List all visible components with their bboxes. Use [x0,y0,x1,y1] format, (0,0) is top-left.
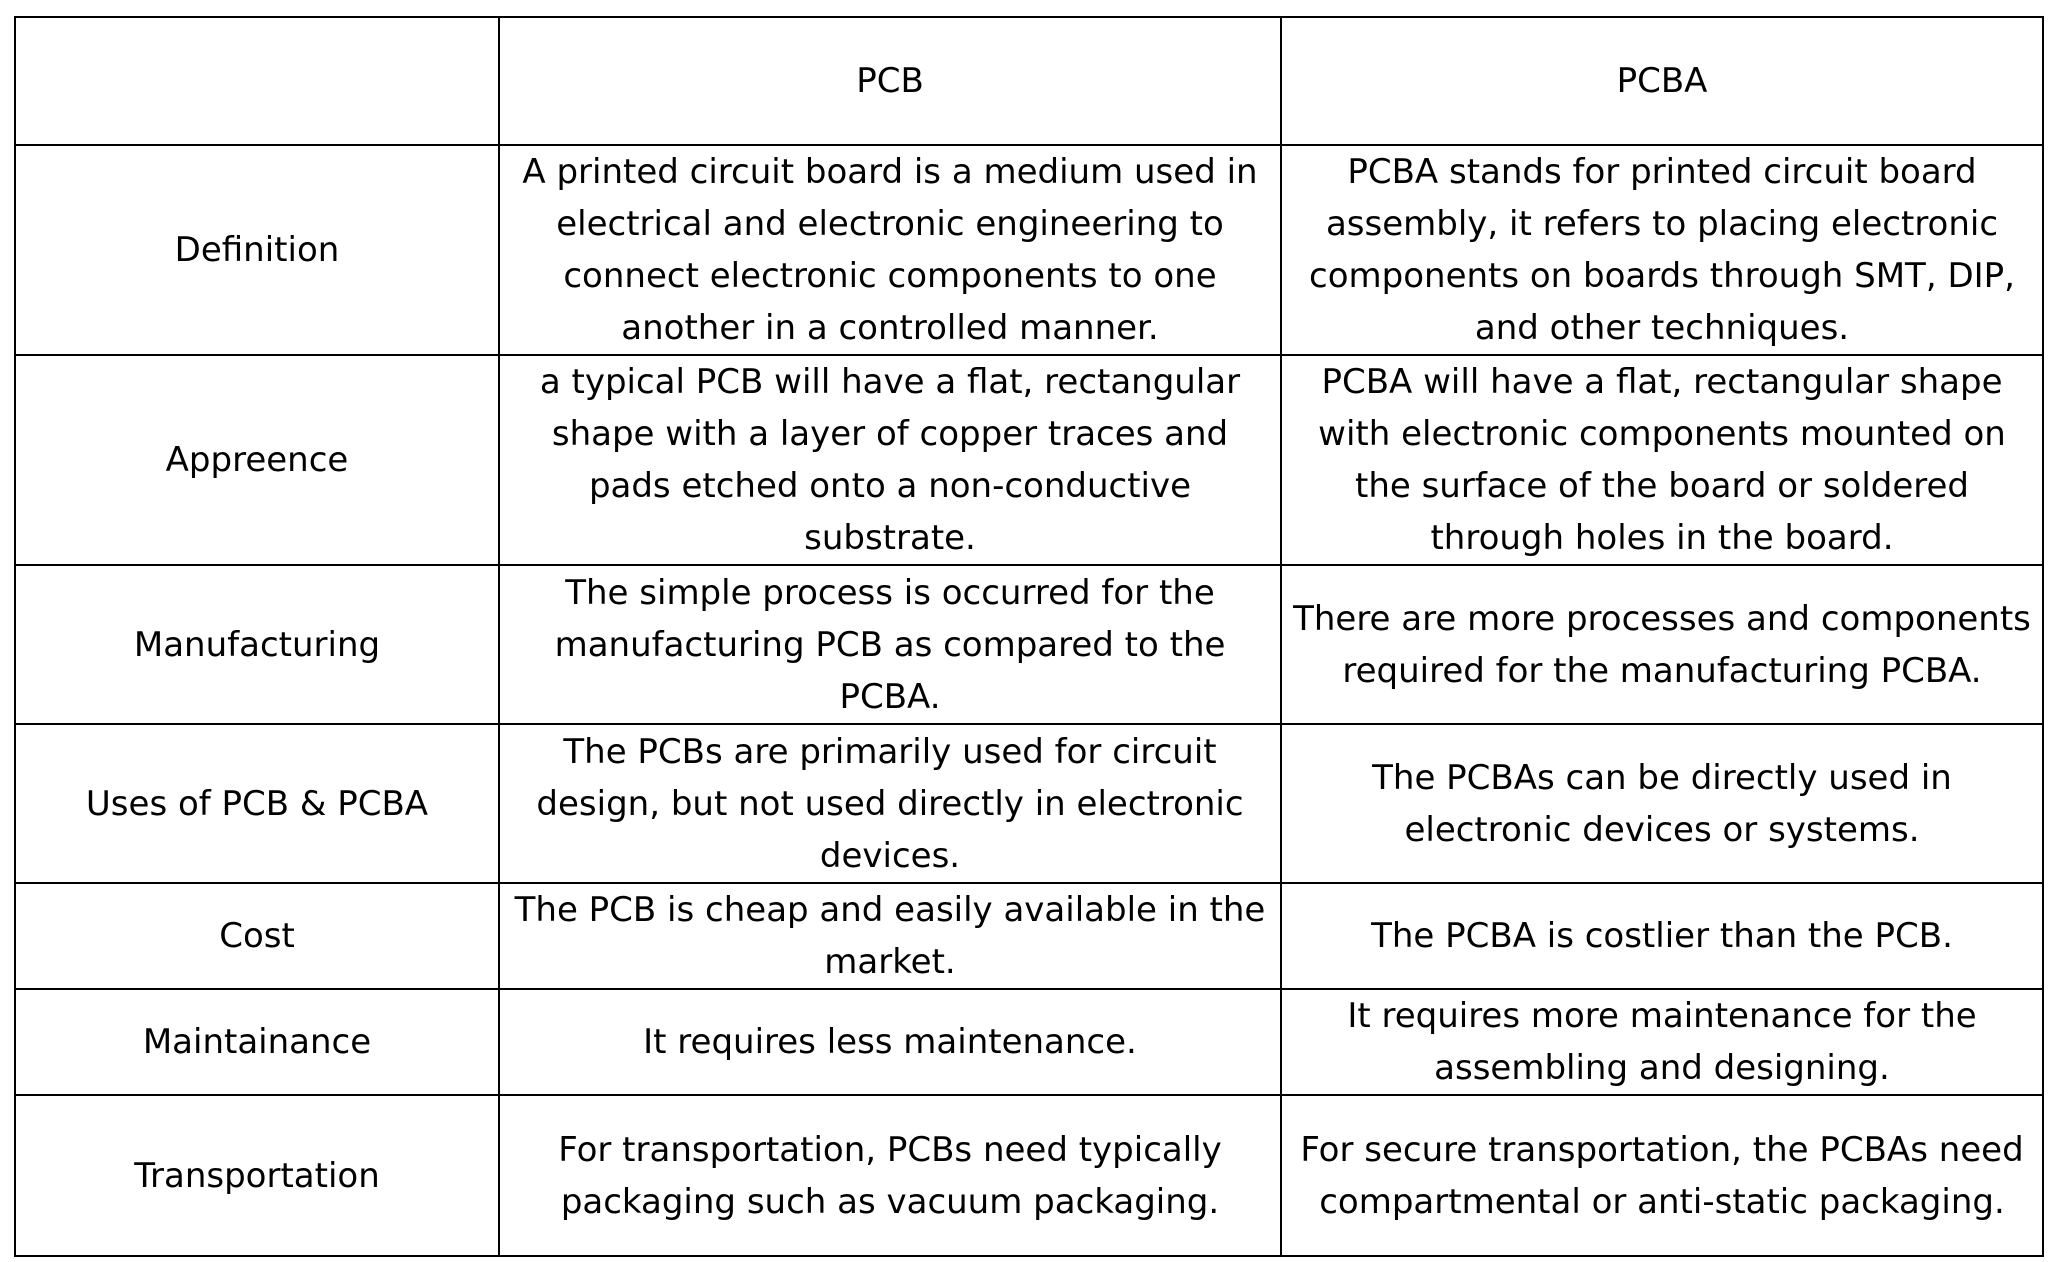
pcb-cell [499,565,1281,724]
pcb-text: It requires less maintenance. [643,1022,1137,1062]
pcba-text: PCBA will have a flat, rectangular shape with electronic components mounted on the surface of the board or soldered through holes in the board. [1318,362,2006,558]
comparison-table-container [14,16,2042,1257]
pcb-cell [499,724,1281,883]
header-pcb-cell [499,17,1281,145]
row-label-cell [15,883,499,989]
pcb-vs-pcba-table [14,16,2044,1257]
pcba-text: For secure transportation, the PCBAs need compartmental or anti-static packaging. [1300,1129,2024,1222]
table-row-appearance [15,355,2043,565]
pcba-text: PCBA stands for printed circuit board assembly, it refers to placing electronic components on boards through SMT, DIP, and other techniques. [1309,152,2015,348]
row-label: Definition [174,230,340,270]
pcb-text: a typical PCB will have a flat, rectangular shape with a layer of copper traces and pads etched onto a non-conductive substrate. [539,362,1241,558]
pcba-text: The PCBA is costlier than the PCB. [1371,916,1953,956]
row-label-cell [15,565,499,724]
row-label: Maintainance [142,1022,372,1062]
table-row-uses [15,724,2043,883]
pcb-text: For transportation, PCBs need typically packaging such as vacuum packaging. [558,1129,1222,1222]
row-label: Cost [219,916,295,956]
pcb-cell [499,1095,1281,1256]
row-label-cell [15,1095,499,1256]
table-header-row [15,17,2043,145]
pcb-text: The PCB is cheap and easily available in the market. [514,890,1266,982]
row-label-cell [15,724,499,883]
pcb-cell [499,883,1281,989]
header-pcb-text: PCB [856,61,924,101]
pcba-text: It requires more maintenance for the assembling and designing. [1347,996,1977,1088]
pcb-cell [499,355,1281,565]
pcba-cell [1281,989,2043,1095]
row-label: Transportation [134,1155,380,1196]
pcba-text: There are more processes and components required for the manufacturing PCBA. [1293,598,2031,691]
pcb-text: The simple process is occurred for the manufacturing PCB as compared to the PCBA. [554,572,1226,717]
row-label-cell [15,989,499,1095]
pcba-cell [1281,355,2043,565]
row-label: Appreence [165,440,349,480]
pcba-cell [1281,883,2043,989]
table-row-definition [15,145,2043,355]
table-row-transportation [15,1095,2043,1256]
header-pcba-text: PCBA [1616,61,1708,101]
header-pcba-cell [1281,17,2043,145]
table-row-cost [15,883,2043,989]
row-label: Manufacturing [133,624,381,665]
pcba-cell [1281,565,2043,724]
row-label-cell [15,355,499,565]
pcb-cell [499,145,1281,355]
pcb-text: The PCBs are primarily used for circuit design, but not used directly in electronic devices. [536,731,1244,876]
header-corner-cell [15,17,499,145]
pcb-text: A printed circuit board is a medium used in electrical and electronic engineering to connect electronic components to one another in a controlled manner. [522,152,1258,348]
table-row-maintenance [15,989,2043,1095]
pcb-cell [499,989,1281,1095]
table-row-manufacturing [15,565,2043,724]
row-label-cell [15,145,499,355]
pcba-cell [1281,145,2043,355]
pcba-text: The PCBAs can be directly used in electronic devices or systems. [1372,757,1952,850]
row-label: Uses of PCB & PCBA [85,783,429,824]
pcba-cell [1281,1095,2043,1256]
pcba-cell [1281,724,2043,883]
